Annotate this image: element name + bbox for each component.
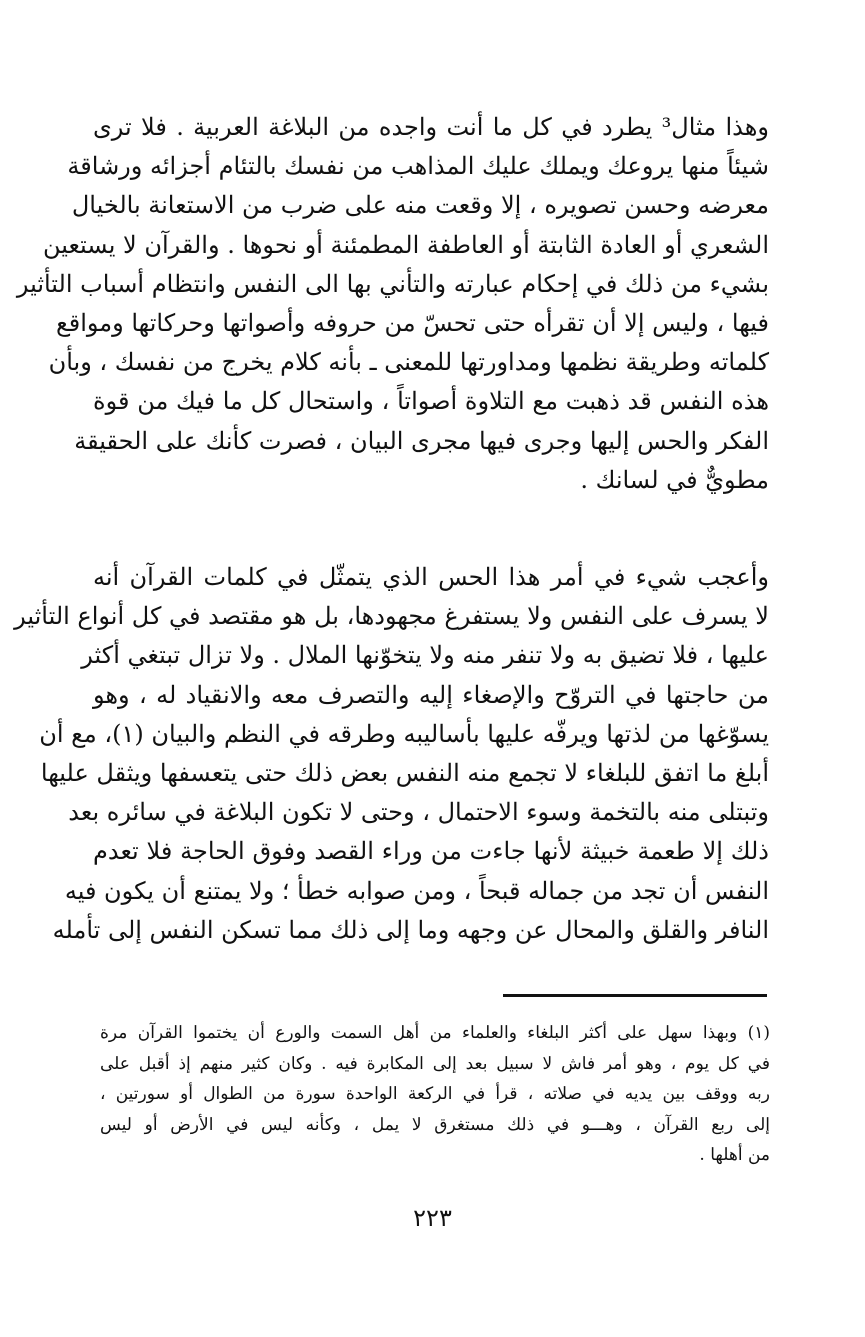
- text-line: النافر والقلق والمحال عن وجهه وما إلى ذلك مما تسكن النفس إلى تأمله: [52, 915, 769, 944]
- footnote-line: إلى ربع القرآن ، وهـــو في ذلك مستغرق لا يمل ، وكأنه ليس في الأرض أو ليس: [100, 1114, 770, 1135]
- text-line: وأعجب شيء في أمر هذا الحس الذي يتمثّل في كلمات القرآن أنه: [93, 563, 769, 591]
- footnote-line: في كل يوم ، وهو أمر فاش لا سبيل بعد إلى المكابرة فيه . وكان كثير منهم إذ أقبل على: [100, 1053, 770, 1074]
- text-line: أبلغ ما اتفق للبلغاء لا تجمع منه النفس بعض ذلك حتى يتعسفها ويثقل عليها: [40, 759, 769, 788]
- footnote-line: (١) وبهذا سهل على أكثر البلغاء والعلماء من أهل السمت والورع أن يختموا القرآن مرة: [100, 1023, 770, 1043]
- text-line: وتبتلى منه بالتخمة وسوء الاحتمال ، وحتى لا تكون البلاغة في سائره بعد: [68, 798, 769, 827]
- footnote-separator: [503, 994, 767, 997]
- text-line: هذه النفس قد ذهبت مع التلاوة أصواتاً ، واستحال كل ما فيك من قوة: [93, 387, 769, 416]
- text-line: ذلك إلا طعمة خبيثة لأنها جاءت من وراء القصد وفوق الحاجة فلا تعدم: [93, 837, 769, 866]
- text-line: كلماته وطريقة نظمها ومداورتها للمعنى ـ بأنه كلام يخرج من نفسك ، وبأن: [48, 348, 769, 377]
- text-line: يسوّغها من لذتها ويرفّه عليها بأساليبه وطرقه في النظم والبيان (١)، مع أن: [39, 719, 769, 748]
- footnote: [100, 1018, 770, 1171]
- text-line: لا يسرف على النفس ولا يستفرغ مجهودها، بل هو مقتصد في كل أنواع التأثير: [14, 602, 769, 631]
- text-line: من حاجتها في التروّح والإصغاء إليه والتصرف معه والانقياد له ، وهو: [93, 680, 769, 709]
- text-line: شيئاً منها يروعك ويملك عليك المذاهب من نفسك بالتئام أجزائه ورشاقة: [67, 152, 769, 181]
- text-line: وهذا مثال³ يطرد في كل ما أنت واجده من البلاغة العربية . فلا ترى: [93, 113, 769, 141]
- text-line: الفكر والحس إليها وجرى فيها مجرى البيان ، فصرت كأنك على الحقيقة: [74, 426, 769, 455]
- paragraph-2: [14, 558, 769, 950]
- paragraph-1: [16, 108, 769, 500]
- text-line: عليها ، فلا تضيق به ولا تنفر منه ولا يتخوّنها الملال . ولا تزال تبتغي أكثر: [81, 641, 769, 670]
- text-line: النفس أن تجد من جماله قبحاً ، ومن صوابه خطأ ؛ ولا يمتنع أن يكون فيه: [64, 876, 769, 905]
- text-line: الشعري أو العادة الثابتة أو العاطفة المطمئنة أو نحوها . والقرآن لا يستعين: [42, 230, 769, 259]
- footnote-line: من أهلها .: [699, 1145, 770, 1165]
- page-number: ٢٢٣: [413, 1204, 452, 1232]
- text-line: معرضه وحسن تصويره ، إلا وقعت منه على ضرب من الاستعانة بالخيال: [71, 191, 769, 220]
- text-line: بشيء من ذلك في إحكام عبارته والتأني بها الى النفس وانتظام أسباب التأثير: [16, 269, 769, 298]
- text-line: مطويٌّ في لسانك .: [580, 465, 769, 494]
- footnote-line: ربه ووقف بين يديه في صلاته ، قرأ في الركعة الواحدة سورة من الطوال أو سورتين ،: [100, 1084, 770, 1104]
- text-line: فيها ، وليس إلا أن تقرأه حتى تحسّ من حروفه وأصواتها وحركاتها ومواقع: [55, 309, 769, 338]
